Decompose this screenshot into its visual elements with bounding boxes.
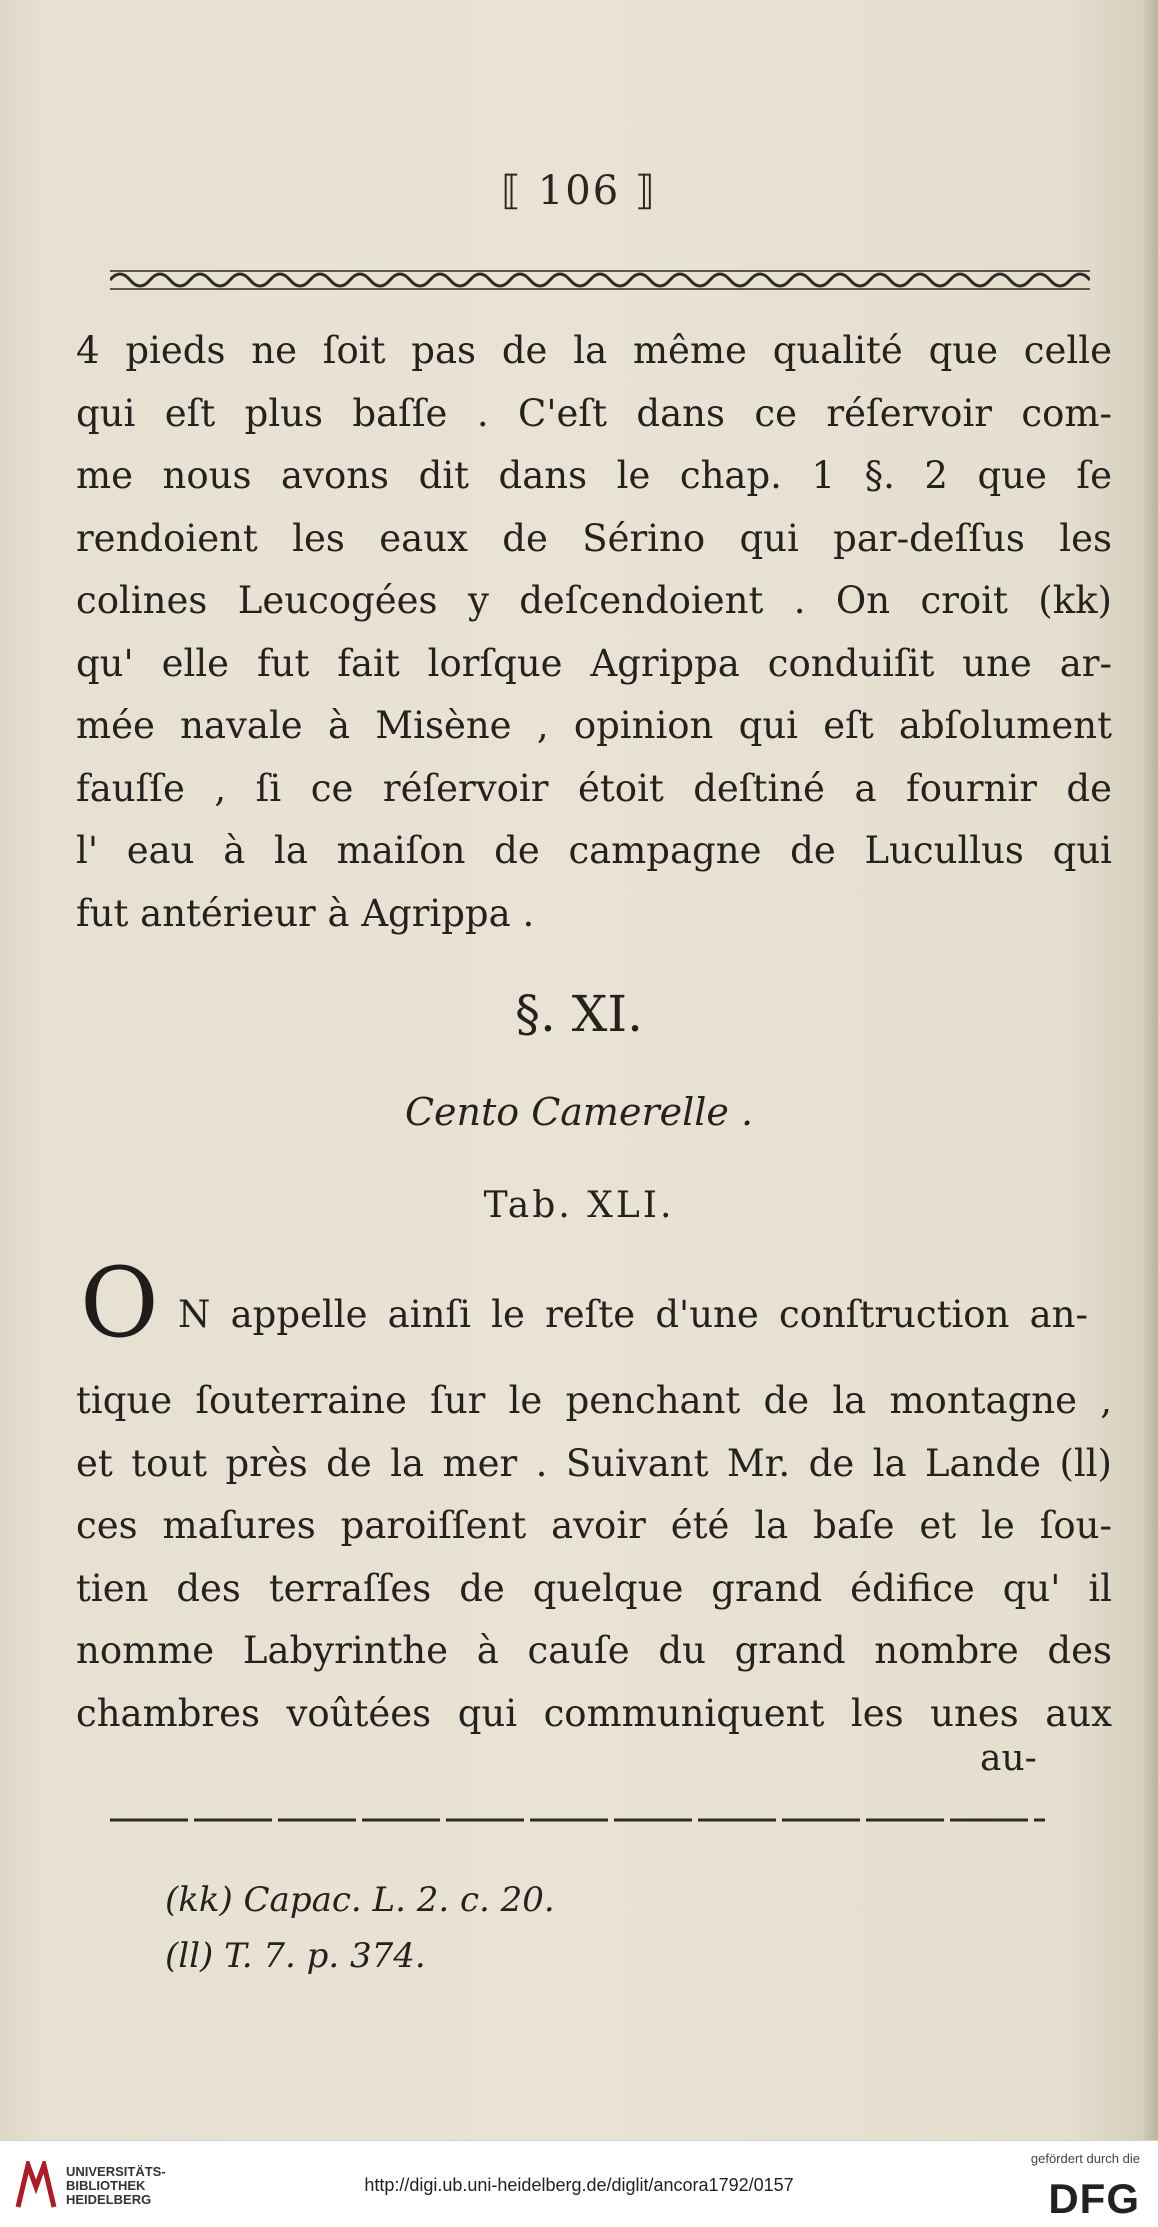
text-line: 4 pieds ne ſoit pas de la même qualité que celle (76, 329, 1112, 372)
text-line: fauſſe , ſi ce réſervoir étoit deſtiné a fournir de (76, 766, 1112, 810)
text-line: me nous avons dit dans le chap. 1 §. 2 que ſe (76, 454, 1112, 497)
section-number: §. XI. (514, 985, 644, 1043)
text-line: colines Leucogées y deſcendoient . On croit (kk) (76, 579, 1112, 622)
page-edge (1144, 0, 1158, 2140)
text-line: rendoient les eaux de Sérino qui par-deſſus les (76, 516, 1112, 560)
catchword: au- (980, 1738, 1037, 1779)
paragraph-2-first-line: N appelle ainſi le reſte d'une conſtruction an- (178, 1293, 1088, 1336)
paragraph-1 (76, 320, 1112, 945)
text-line: nomme Labyrinthe à cauſe du grand nombre des (76, 1629, 1112, 1672)
footnotes (165, 1872, 555, 1984)
text-line: fut antérieur à Agrippa . (76, 891, 535, 935)
footnote-kk: (kk) Capac. L. 2. c. 20. (165, 1880, 555, 1920)
text-line: mée navale à Misène , opinion qui eſt abſolument (76, 704, 1112, 747)
digitization-footer (0, 2140, 1158, 2227)
text-line: et tout près de la mer . Suivant Mr. de la Lande (ll) (76, 1441, 1112, 1485)
footnote-ll: (ll) T. 7. p. 374. (165, 1936, 426, 1976)
plate-reference: Tab. XLI. (483, 1185, 675, 1226)
university-name: UNIVERSITÄTS- BIBLIOTHEK HEIDELBERG (66, 2164, 166, 2207)
funding-note: gefördert durch die (1030, 2151, 1140, 2166)
footnote-rule (110, 1818, 1045, 1822)
text-line: chambres voûtées qui communiquent les unes aux (76, 1691, 1112, 1735)
text-line: tique ſouterraine ſur le penchant de la montagne , (76, 1379, 1112, 1422)
text-line: ces maſures paroiſſent avoir été la baſe et le ſou- (76, 1504, 1112, 1547)
dfg-logo: DFG (1048, 2175, 1140, 2222)
text-line: l' eau à la maiſon de campagne de Lucullus qui (76, 829, 1112, 872)
paragraph-2 (76, 1370, 1112, 1745)
header-bracket-left: ⟦ (501, 168, 538, 214)
source-url[interactable]: http://digi.ub.uni-heidelberg.de/diglit/ancora1792/0157 (364, 2175, 794, 2195)
header-bracket-right: ⟧ (620, 168, 657, 214)
text-line: qu' elle fut fait lorſque Agrippa conduiſit une ar- (76, 641, 1112, 685)
ornamental-rule (110, 268, 1090, 292)
page-number: 106 (537, 168, 621, 214)
text-line: qui eſt plus baſſe . C'eſt dans ce réſervoir com- (76, 391, 1112, 435)
section-title: Cento Camerelle . (404, 1090, 754, 1134)
text-line: tien des terraſſes de quelque grand édifice qu' il (76, 1566, 1112, 1610)
drop-capital: O (80, 1247, 159, 1359)
page-header (0, 168, 1158, 214)
